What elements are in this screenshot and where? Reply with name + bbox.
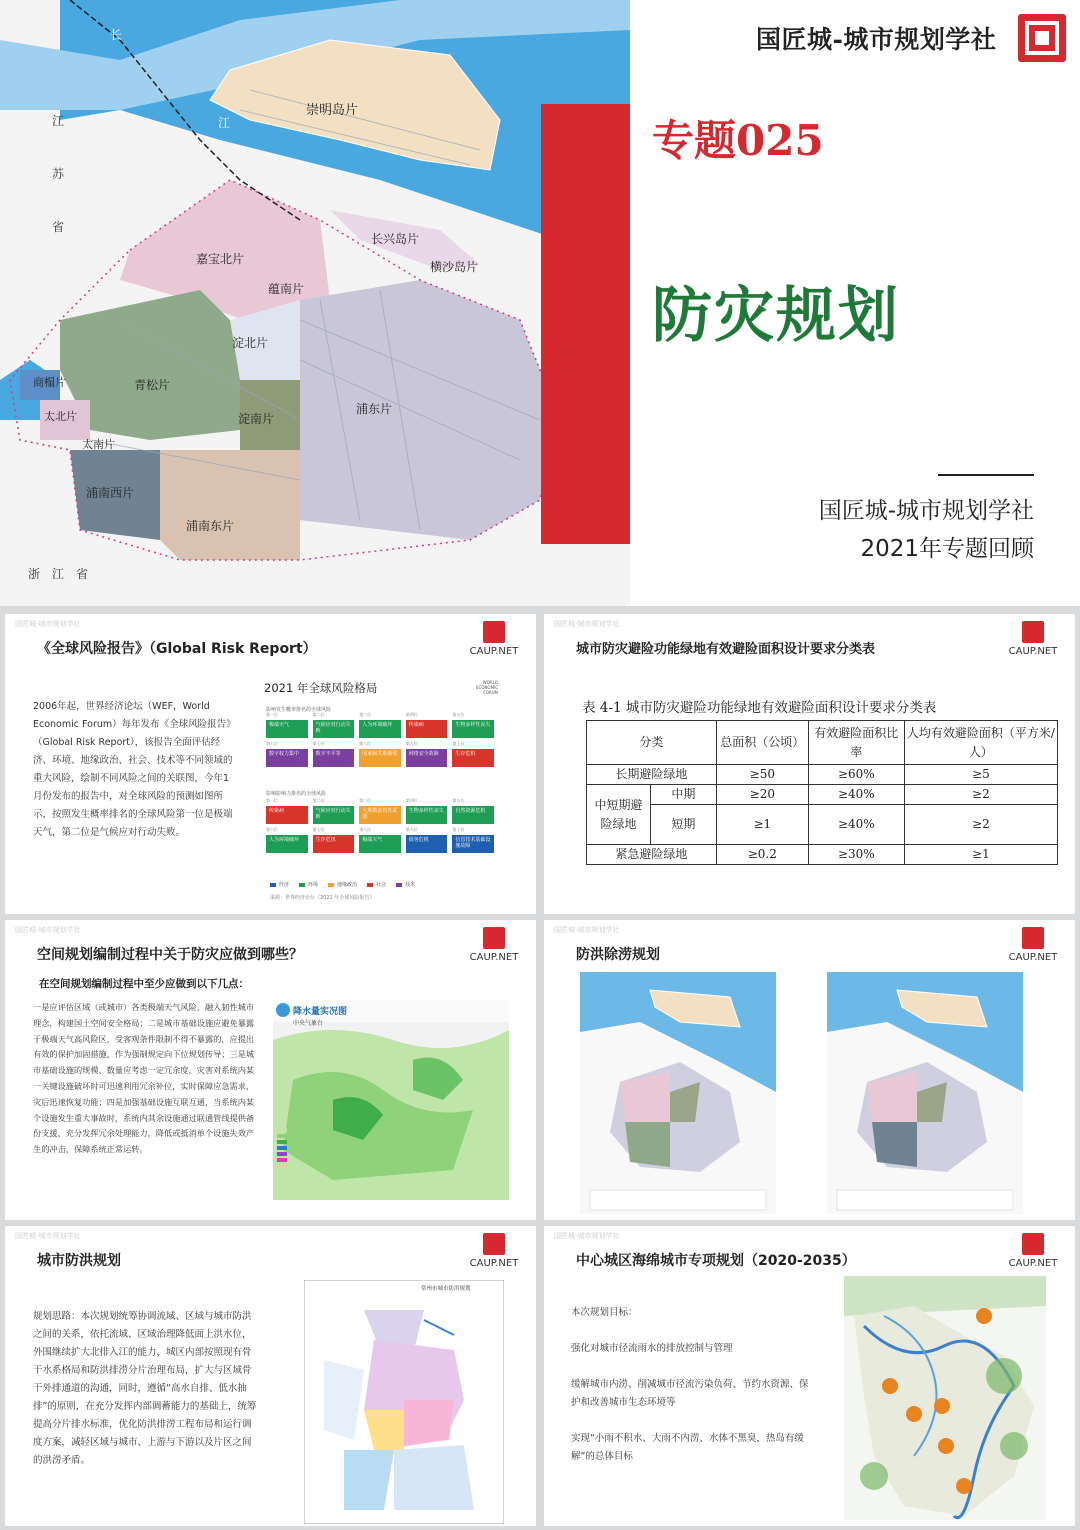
- slide-global-risk: [5, 614, 536, 914]
- slide-greenspace-table: [544, 614, 1075, 914]
- rank: 第十位: [452, 741, 465, 746]
- risk-cell: 生存危机: [313, 835, 355, 853]
- wef-logo: WORLD ECONOMIC FORUM: [475, 680, 498, 695]
- refuge-area-table: [586, 720, 1058, 865]
- watermark: 国匠城-城市规划学社: [554, 620, 620, 628]
- risk-cell: 信息技术基础设施故障: [452, 835, 494, 853]
- table-cell: ≥50: [716, 765, 808, 785]
- likelihood-label: 影响发生概率排名的全球风险: [266, 707, 332, 713]
- red-accent-bar: [541, 104, 630, 544]
- caup-logo-icon: [1022, 927, 1044, 949]
- risk-cell: 生物多样性丧失: [452, 720, 494, 738]
- risk-cell: 网络安全故障: [406, 749, 448, 767]
- risk-cell: 债务危机: [406, 835, 448, 853]
- map-label-jiangsu-3: 省: [52, 220, 65, 234]
- goal-2: 缓解城市内涝、削减城市径流污染负荷、节约水资源、保护和改善城市生态环境等: [571, 1379, 809, 1408]
- divider: [938, 474, 1034, 476]
- cover-subtitle-year: 2021年专题回顾: [860, 536, 1034, 562]
- table-cell: 中期: [651, 785, 717, 805]
- caup-logo-text: CAUP.NET: [1008, 1258, 1058, 1269]
- table-cell: ≥2: [904, 785, 1057, 805]
- likelihood-row-2: [266, 749, 494, 767]
- map-label-changxing: 长兴岛片: [371, 232, 420, 246]
- impact-row-1: [266, 806, 494, 824]
- watermark: 国匠城-城市规划学社: [554, 1232, 620, 1240]
- header-cell: 总面积（公顷）: [716, 721, 808, 765]
- table-cell: ≥60%: [808, 765, 904, 785]
- goal-1: 强化对城市径流雨水的排放控制与管理: [571, 1343, 733, 1354]
- table-group-cell: 中短期避险绿地: [587, 785, 651, 845]
- slide-body: 一是应评估区域（或城市）各类极端天气风险，融入韧性城市理念，构建国土空间安全格局；二是城市基础设施应避免暴露于极端天气高风险区，受客观条件限制不得不暴露的，应提出有效的保护加固措施，作为强制规定向下位规划传导；三是城市基础设施的规模、数量应考虑一定冗余度，灾害对系统内某一关键设施破坏时可迅速利用冗余补位，实时保障应急需求，灾后迅速恢复功能；四是加强基础设施互联互通，当系统内某个设施发生重大事故时，系统内其余设施通过联通管线提供备份支援，充分发挥冗余处理能力，降低或抵消单个设施失效产生的冲击，保障系统正常运转。: [33, 1002, 255, 1155]
- slide-urban-flood: [5, 1226, 536, 1526]
- slide-title: 防洪除涝规划: [576, 947, 660, 963]
- rank-row-1: [266, 712, 494, 719]
- table-cell: 短期: [651, 805, 717, 845]
- rank-row-3: [266, 798, 494, 805]
- map-label-jiangsu-1: 江: [52, 114, 65, 128]
- map-label-chongming: 崇明岛片: [306, 103, 359, 118]
- caup-logo-text: CAUP.NET: [469, 1258, 519, 1269]
- slide-title: 城市防洪规划: [37, 1253, 121, 1269]
- risk-cell: 数字不平等: [313, 749, 355, 767]
- header-cell: 有效避险面积比率: [808, 721, 904, 765]
- risk-cell: 生物多样性丧失: [406, 806, 448, 824]
- watermark: 国匠城-城市规划学社: [15, 1232, 81, 1240]
- rank: 第五位: [452, 712, 465, 717]
- risk-cell: 极端天气: [359, 835, 401, 853]
- legend-item: 环境: [299, 881, 318, 888]
- caup-logo: [464, 621, 524, 657]
- table-cell: ≥20: [716, 785, 808, 805]
- caup-logo-icon: [483, 1233, 505, 1255]
- map-label-taibei: 太北片: [44, 410, 77, 423]
- rank: 第九位: [405, 741, 418, 746]
- goal-label: 本次规划目标：: [571, 1307, 638, 1318]
- caup-logo-icon: [1022, 1233, 1044, 1255]
- risk-cell: 国家间关系破裂: [359, 749, 401, 767]
- caup-logo: [464, 927, 524, 963]
- rank: 第六位: [266, 741, 278, 746]
- table-caption: 表 4-1 城市防灾避险功能绿地有效避险面积设计要求分类表: [582, 700, 937, 716]
- sponge-city-map: [844, 1276, 1046, 1520]
- caup-logo: [464, 1233, 524, 1269]
- caup-logo: [1003, 1233, 1063, 1269]
- header-cell: 人均有效避险面积（平方米/人）: [904, 721, 1057, 765]
- table-cell: ≥30%: [808, 845, 904, 865]
- map-label-yunnan: 蕴南片: [268, 282, 305, 296]
- map-label-dianbei: 淀北片: [232, 336, 269, 350]
- table-row: [587, 765, 1058, 785]
- rank: 第二位: [312, 712, 325, 717]
- table-cell: ≥2: [904, 805, 1057, 845]
- changzhou-flood-map: [304, 1280, 504, 1524]
- rank: 第七位: [312, 741, 325, 746]
- map-label-diannan: 淀南片: [238, 412, 275, 426]
- legend-item: 技术: [396, 881, 415, 888]
- map-label-jiangsu-2: 苏: [52, 167, 65, 181]
- rank: 第五位: [452, 798, 465, 803]
- slide-title: 中心城区海绵城市专项规划（2020-2035）: [576, 1253, 856, 1269]
- risk-cell: 自然资源危机: [452, 806, 494, 824]
- slide-spatial-planning: [5, 920, 536, 1220]
- brand-name: 国匠城-城市规划学社: [756, 25, 997, 54]
- table-row: [587, 805, 1058, 845]
- map-label-tainan: 太南片: [82, 438, 115, 451]
- rank: 第六位: [266, 827, 278, 832]
- shanghai-map: [0, 0, 630, 606]
- slide-body: 2006年起，世界经济论坛（WEF，World Economic Forum）每年发布《全球风险报告》（Global Risk Report），该报告全面评估经济、环境、地缘政治、社会、技术等不同领域的重大风险，绘制不同风险之间的关联图，今年1月份发布的报告中，对全球风险的预测如图所示，按照发生概率排名的全球风险第一位是极端天气，第二位是气候应对行动失败。: [33, 701, 233, 838]
- map-title: 常州市城市防洪规划: [421, 1286, 471, 1292]
- table-cell: ≥5: [904, 765, 1057, 785]
- map-label-changjiang-1: 长: [110, 28, 123, 42]
- impact-row-2: [266, 835, 494, 853]
- legend-item: 经济: [270, 881, 289, 888]
- table-cell: ≥40%: [808, 805, 904, 845]
- watermark: 国匠城-城市规划学社: [15, 620, 81, 628]
- risk-cell: 极端天气: [266, 720, 308, 738]
- impact-label: 影响影响力排名的全球风险: [266, 791, 327, 797]
- risk-legend: [270, 881, 415, 888]
- rank: 第三位: [359, 798, 372, 803]
- table-row: [587, 785, 1058, 805]
- caup-logo-icon: [483, 927, 505, 949]
- header-cell: 分类: [587, 721, 717, 765]
- risk-cell: 人为环境破坏: [359, 720, 401, 738]
- risk-cell: 大规模杀伤性武器: [359, 806, 401, 824]
- map-label-punanxi: 浦南西片: [86, 486, 135, 500]
- likelihood-row-1: [266, 720, 494, 738]
- cover-subtitle-org: 国匠城-城市规划学社: [818, 498, 1034, 524]
- caup-logo-text: CAUP.NET: [469, 952, 519, 963]
- topic-title: 防灾规划: [652, 281, 900, 351]
- map-label-pudong: 浦东片: [356, 402, 393, 416]
- flood-map-right: [827, 972, 1023, 1214]
- caup-logo-text: CAUP.NET: [1008, 952, 1058, 963]
- map-label-qingsong: 青松片: [134, 378, 171, 392]
- topic-number: 专题025: [652, 116, 824, 165]
- table-cell: 紧急避险绿地: [587, 845, 717, 865]
- rank: 第九位: [405, 827, 418, 832]
- precipitation-map-org: 中央气象台: [293, 1020, 324, 1027]
- precipitation-map-title: 降水量实况图: [293, 1007, 348, 1017]
- slide-title: 《全球风险报告》（Global Risk Report）: [37, 641, 317, 657]
- slide-title: 空间规划编制过程中关于防灾应做到哪些？: [37, 947, 303, 963]
- map-label-hengsha: 横沙岛片: [430, 260, 479, 274]
- rank: 第三位: [359, 712, 372, 717]
- watermark: 国匠城-城市规划学社: [554, 926, 620, 934]
- rank: 第十位: [452, 827, 465, 832]
- rank: 第七位: [312, 827, 325, 832]
- caup-logo: [1003, 927, 1063, 963]
- risk-cell: 气候应对行动失败: [313, 720, 355, 738]
- map-label-shangta: 商榻片: [33, 376, 66, 389]
- slide-body: 规划思路：本次规划统筹协调流域、区域与城市防洪之间的关系，依托流域、区域治理降低面上洪水位，外围继续扩大北排入江的能力，城区内部按照现有骨干水系格局和防洪排涝分片治理布局，扩大与区域骨干外排通道的沟通，同时，遵循“高水自排、低水抽排”的原则，在充分发挥内部调蓄能力的基础上，统筹提高分片排水标准，优化防洪排涝工程布局和运行调度方案，减轻区域与城市、上游与下游以及片区之间的洪涝矛盾。: [33, 1311, 257, 1466]
- slide-sponge-city: [544, 1226, 1075, 1526]
- map-label-zhejiang: 浙 江 省: [28, 567, 89, 581]
- slide-subtitle: 在空间规划编制过程中至少应做到以下几点：: [39, 978, 249, 990]
- map-label-jiabaobei: 嘉宝北片: [196, 252, 245, 266]
- risk-cell: 气候应对行动失败: [313, 806, 355, 824]
- rank: 第一位: [266, 798, 278, 803]
- caup-logo-text: CAUP.NET: [469, 646, 519, 657]
- rank-row-2: [266, 741, 494, 748]
- rank: 第一位: [266, 712, 278, 717]
- rank: 第四位: [405, 712, 418, 717]
- risk-cell: 数字权力集中: [266, 749, 308, 767]
- table-row: [587, 845, 1058, 865]
- risk-cell: 人为环境破坏: [266, 835, 308, 853]
- table-cell: 长期避险绿地: [587, 765, 717, 785]
- flood-map-left: [580, 972, 776, 1214]
- risk-chart-title: 2021 年全球风险格局: [264, 681, 378, 695]
- table-header-row: [587, 721, 1058, 765]
- map-label-punandong: 浦南东片: [186, 519, 235, 533]
- cover-section: [0, 0, 1080, 606]
- table-cell: ≥0.2: [716, 845, 808, 865]
- slide-title: 城市防灾避险功能绿地有效避险面积设计要求分类表: [576, 642, 876, 657]
- caup-logo-icon: [483, 621, 505, 643]
- caup-logo-text: CAUP.NET: [1008, 646, 1058, 657]
- precipitation-map: [273, 1000, 509, 1200]
- risk-landscape-figure: [260, 678, 500, 908]
- table-cell: ≥40%: [808, 785, 904, 805]
- watermark: 国匠城-城市规划学社: [15, 926, 81, 934]
- legend-item: 社会: [367, 881, 386, 888]
- slide-flood-drainage: [544, 920, 1075, 1220]
- rank: 第八位: [359, 741, 372, 746]
- risk-cell: 传染病: [266, 806, 308, 824]
- rank-row-4: [266, 827, 494, 834]
- risk-cell: 传染病: [406, 720, 448, 738]
- goal-3: 实现“小雨不积水、大雨不内涝、水体不黑臭，热岛有缓解”的总体目标: [571, 1433, 804, 1462]
- legend-item: 地缘政治: [328, 881, 357, 888]
- caup-logo: [1003, 621, 1063, 657]
- rank: 第四位: [405, 798, 418, 803]
- rank: 第二位: [312, 798, 325, 803]
- map-label-changjiang-2: 江: [218, 116, 231, 130]
- table-cell: ≥1: [716, 805, 808, 845]
- caup-logo-icon: [1022, 621, 1044, 643]
- rank: 第八位: [359, 827, 372, 832]
- table-cell: ≥1: [904, 845, 1057, 865]
- risk-cell: 生存危机: [452, 749, 494, 767]
- risk-source: 来源：世界经济论坛《2021 年全球风险报告》: [270, 895, 375, 901]
- brand-logo: [1018, 14, 1066, 62]
